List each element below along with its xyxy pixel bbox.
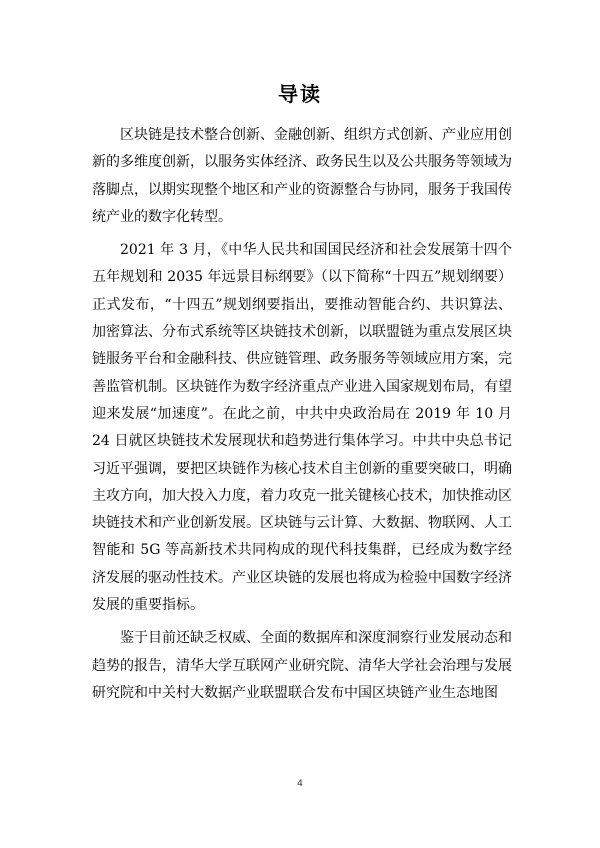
body-text — [92, 122, 512, 707]
paragraph-report: 鉴于目前还缺乏权威、全面的数据库和深度洞察行业发展动态和趋势的报告，清华大学互联网产业研究院、清华大学社会治理与发展研究院和中关村大数据产业联盟联合发布中国区块链产业生态地图 — [92, 630, 512, 701]
paragraph-policy: 2021 年 3 月，《中华人民共和国国民经济和社会发展第十四个五年规划和 2035 年远景目标纲要》（以下简称“十四五”规划纲要）正式发布，“十四五”规划纲要指出，要推动智能合约、共识算法、加密算法、分布式系统等区块链技术创新，以联盟链为重点发展区块链服务平台和金融科技、供应链管理、政务服务等领域应用方案，完善监管机制。区块链作为数字经济重点产业进入国家规划布局，有望迎来发展“加速度”。在此之前，中共中央政治局在 2019 年 10 月 24 日就区块链技术发展现状和趋势进行集体学习。中共中央总书记习近平强调，要把区块链作为核心技术自主创新的重要突破口，明确主攻方向，加大投入力度，着力攻克一批关键核心技术，加快推动区块链技术和产业创新发展。区块链与云计算、大数据、物联网、人工智能和 5G 等高新技术共同构成的现代科技集群，已经成为数字经济发展的驱动性技术。产业区块链的发展也将成为检验中国数字经济发展的重要指标。 — [92, 242, 512, 614]
page-title: 导读 — [278, 82, 322, 106]
page-number: 4 — [297, 779, 303, 789]
paragraph-intro: 区块链是技术整合创新、金融创新、组织方式创新、产业应用创新的多维度创新，以服务实体经济、政务民生以及公共服务等领域为落脚点，以期实现整个地区和产业的资源整合与协同，服务于我国传统产业的数字化转型。 — [92, 127, 512, 225]
